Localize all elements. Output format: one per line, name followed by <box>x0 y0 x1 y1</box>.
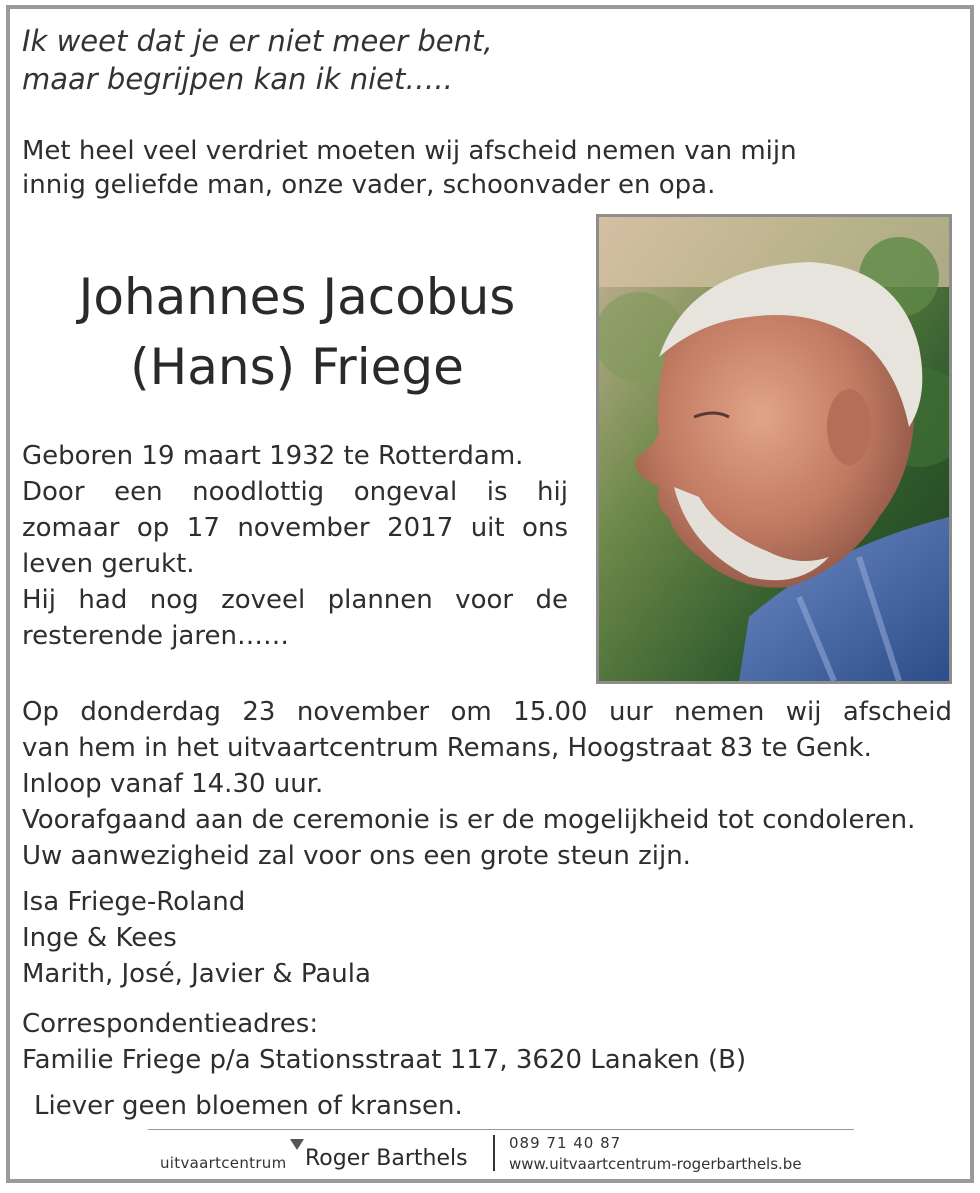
bio-line-6: resterende jaren…… <box>22 621 289 651</box>
footer-phone: 089 71 40 87 <box>509 1134 622 1152</box>
intro-line-1: Met heel veel verdriet moeten wij afscheid nemen van mijn <box>22 136 797 166</box>
footer-divider <box>148 1129 854 1130</box>
ceremony-line-1: Op donderdag 23 november om 15.00 uur nemen wij afscheid <box>22 697 952 727</box>
family-member: Marith, José, Javier & Paula <box>22 959 371 989</box>
bio-line-4: leven gerukt. <box>22 549 195 579</box>
quote-line-2: maar begrijpen kan ik niet….. <box>22 62 453 96</box>
name-line-1: Johannes Jacobus <box>78 268 516 326</box>
biography <box>22 438 568 654</box>
intro-line-2: innig geliefde man, onze vader, schoonvader en opa. <box>22 170 716 200</box>
bio-line-1: Geboren 19 maart 1932 te Rotterdam. <box>22 441 524 471</box>
ceremony-details <box>22 694 952 874</box>
footer-website: www.uitvaartcentrum-rogerbarthels.be <box>509 1155 802 1173</box>
portrait-photo <box>596 214 952 684</box>
family-list <box>22 884 371 992</box>
no-flowers-note: Liever geen bloemen of kransen. <box>34 1091 463 1121</box>
correspondence-address-line: Familie Friege p/a Stationsstraat 117, 3620 Lanaken (B) <box>22 1045 747 1075</box>
ceremony-line-4: Voorafgaand aan de ceremonie is er de mogelijkheid tot condoleren. <box>22 805 916 835</box>
footer-separator <box>493 1135 495 1171</box>
correspondence-address <box>22 1006 746 1078</box>
opening-quote <box>22 22 642 98</box>
logo-triangle-icon <box>290 1139 304 1150</box>
correspondence-label: Correspondentieadres: <box>22 1009 319 1039</box>
family-member: Isa Friege-Roland <box>22 887 246 917</box>
quote-line-1: Ik weet dat je er niet meer bent, <box>22 24 493 58</box>
bio-line-5: Hij had nog zoveel plannen voor de <box>22 585 568 615</box>
deceased-name <box>22 262 572 402</box>
bio-line-2: Door een noodlottig ongeval is hij <box>22 477 568 507</box>
funeral-home-logo-small: uitvaartcentrum <box>160 1154 287 1172</box>
funeral-home-logo-name: Roger Barthels <box>305 1146 468 1171</box>
intro-text <box>22 134 902 202</box>
ceremony-line-5: Uw aanwezigheid zal voor ons een grote steun zijn. <box>22 841 691 871</box>
bio-line-3: zomaar op 17 november 2017 uit ons <box>22 513 568 543</box>
ceremony-line-2: van hem in het uitvaartcentrum Remans, Hoogstraat 83 te Genk. <box>22 733 872 763</box>
name-line-2: (Hans) Friege <box>130 338 464 396</box>
ceremony-line-3: Inloop vanaf 14.30 uur. <box>22 769 324 799</box>
family-member: Inge & Kees <box>22 923 177 953</box>
